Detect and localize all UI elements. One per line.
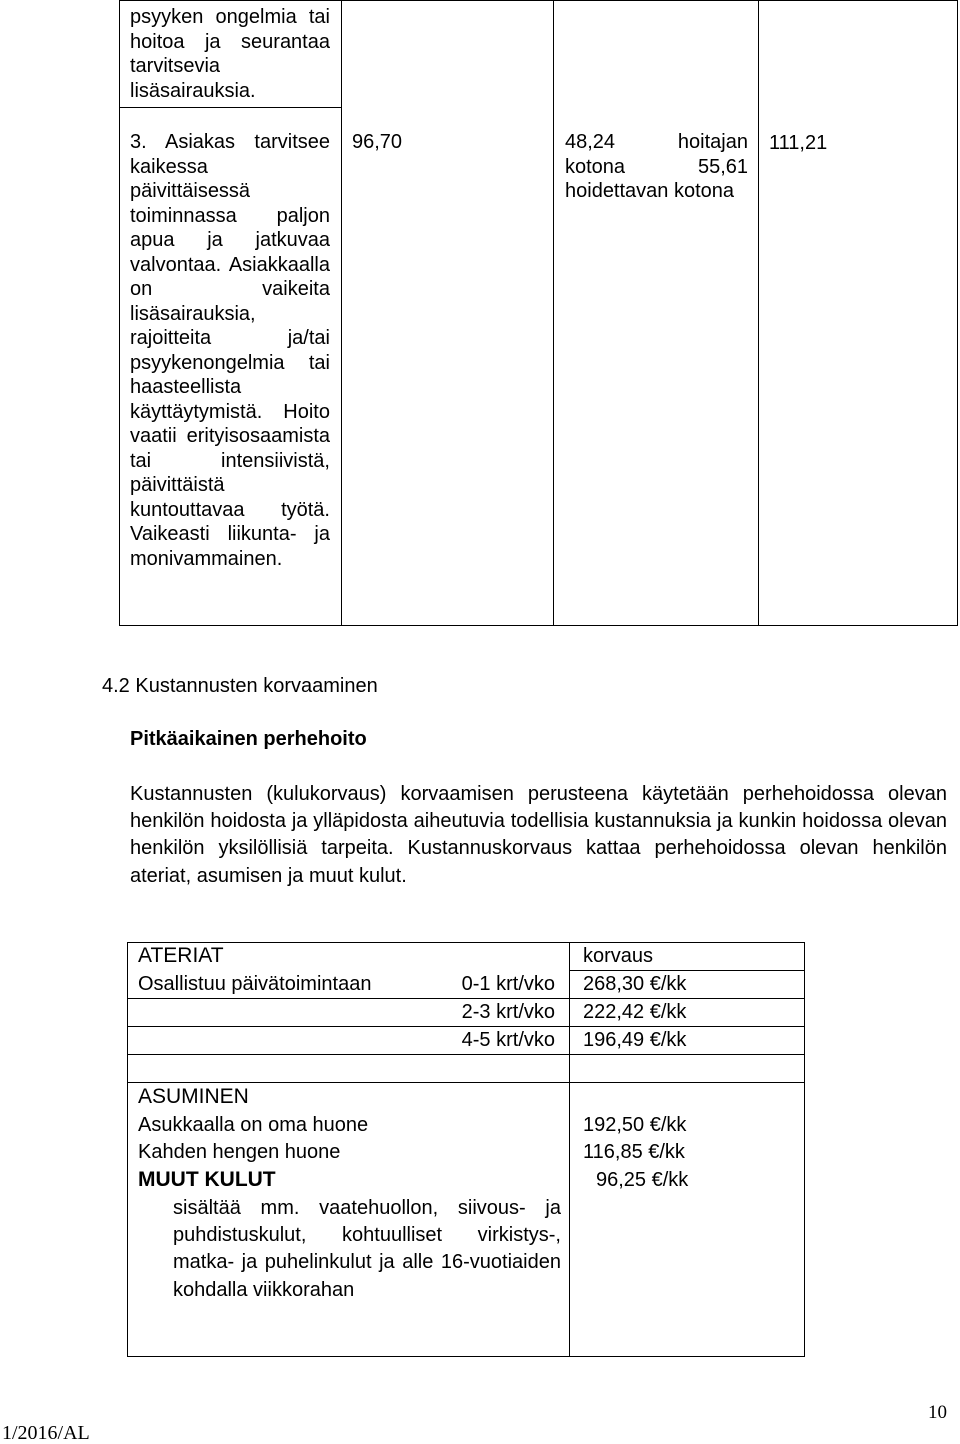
housing-label-1: Asukkaalla on oma huone bbox=[138, 1114, 369, 1136]
meal-freq-3: 4-5 krt/vko bbox=[461, 1029, 555, 1051]
meal-amount-3: 196,49 €/kk bbox=[583, 1029, 687, 1051]
cost-table-col-divider bbox=[569, 942, 570, 1357]
cost-table-border-left bbox=[127, 942, 128, 1357]
meal-row-divider-4 bbox=[127, 1082, 805, 1083]
housing-amount-2: 116,85 €/kk bbox=[583, 1141, 685, 1163]
section-subheading: Pitkäaikainen perhehoito bbox=[130, 728, 367, 750]
top-table-border-top bbox=[119, 0, 958, 1]
meal-freq-2: 2-3 krt/vko bbox=[461, 1001, 555, 1023]
meal-row-divider-3 bbox=[127, 1054, 805, 1055]
korvaus-header-divider bbox=[569, 970, 805, 971]
col1-continuation-text: psyyken ongelmia tai hoitoa ja seurantaa tarvitsevia lisäsairauksia. bbox=[130, 6, 330, 102]
housing-label-2: Kahden hengen huone bbox=[138, 1141, 341, 1163]
meal-freq-1: 0-1 krt/vko bbox=[461, 973, 555, 995]
footer-doc-id: 1/2016/AL bbox=[2, 1422, 90, 1444]
top-table-col-divider-1 bbox=[341, 0, 342, 626]
cost-table-border-bottom bbox=[127, 1356, 805, 1357]
meal-amount-2: 222,42 €/kk bbox=[583, 1001, 687, 1023]
section-heading: 4.2 Kustannusten korvaaminen bbox=[102, 675, 378, 697]
col2-value: 96,70 bbox=[352, 131, 403, 153]
top-table-col-divider-2 bbox=[553, 0, 554, 626]
section-paragraph: Kustannusten (kulukorvaus) korvaamisen perusteena käytetään perhehoidossa olevan henkilön hoidosta ja ylläpidosta aiheutuvia todellisia kustannuksia ja kunkin hoidossa olevan henkilön yksilöllisiä tarpeita. Kustannuskorvaus kattaa perhehoidossa olevan henkilön ateriat, asumisen ja muut kulut. bbox=[130, 783, 947, 887]
muut-kulut-description: sisältää mm. vaatehuollon, siivous- ja puhdistuskulut, kohtuulliset virkistys-, matka- ja puhelinkulut ja alle 16-vuotiaiden kohdalla viikkorahan bbox=[173, 1197, 561, 1301]
top-table-border-left bbox=[119, 0, 120, 626]
muut-kulut-header: MUUT KULUT bbox=[138, 1168, 276, 1191]
meal-amount-1: 268,30 €/kk bbox=[583, 973, 687, 995]
top-table-row-divider bbox=[119, 107, 342, 108]
top-table-border-bottom bbox=[119, 625, 958, 626]
muut-kulut-amount: 96,25 €/kk bbox=[596, 1169, 689, 1191]
ateriat-header: ATERIAT bbox=[138, 944, 224, 967]
korvaus-header: korvaus bbox=[583, 945, 654, 967]
top-table-col-divider-3 bbox=[758, 0, 759, 626]
meal-row-divider-2 bbox=[127, 1026, 805, 1027]
asuminen-header: ASUMINEN bbox=[138, 1085, 249, 1108]
page-number: 10 bbox=[928, 1402, 947, 1423]
housing-amount-1: 192,50 €/kk bbox=[583, 1114, 687, 1136]
meals-label: Osallistuu päivätoimintaan bbox=[138, 973, 372, 995]
top-table-border-right bbox=[957, 0, 958, 626]
col4-value: 111,21 bbox=[769, 132, 828, 154]
col1-item3-text: 3. Asiakas tarvitsee kaikessa päivittäisessä toiminnassa paljon apua ja jatkuvaa valvontaa. Asiakkaalla on vaikeita lisäsairauksia, rajoitteita ja/tai psyykenongelmia tai haasteellista käyttäytymistä. Hoito vaatii erityisosaamista tai intensiivistä, päivittäistä kuntouttavaa työtä. Vaikeasti liikunta- ja monivammainen. bbox=[130, 131, 330, 570]
meal-row-divider-1 bbox=[127, 998, 805, 999]
cost-table-border-top bbox=[127, 942, 805, 943]
cost-table-border-right bbox=[804, 942, 805, 1357]
col3-value: 48,24 hoitajan kotona 55,61 hoidettavan kotona bbox=[565, 131, 748, 202]
